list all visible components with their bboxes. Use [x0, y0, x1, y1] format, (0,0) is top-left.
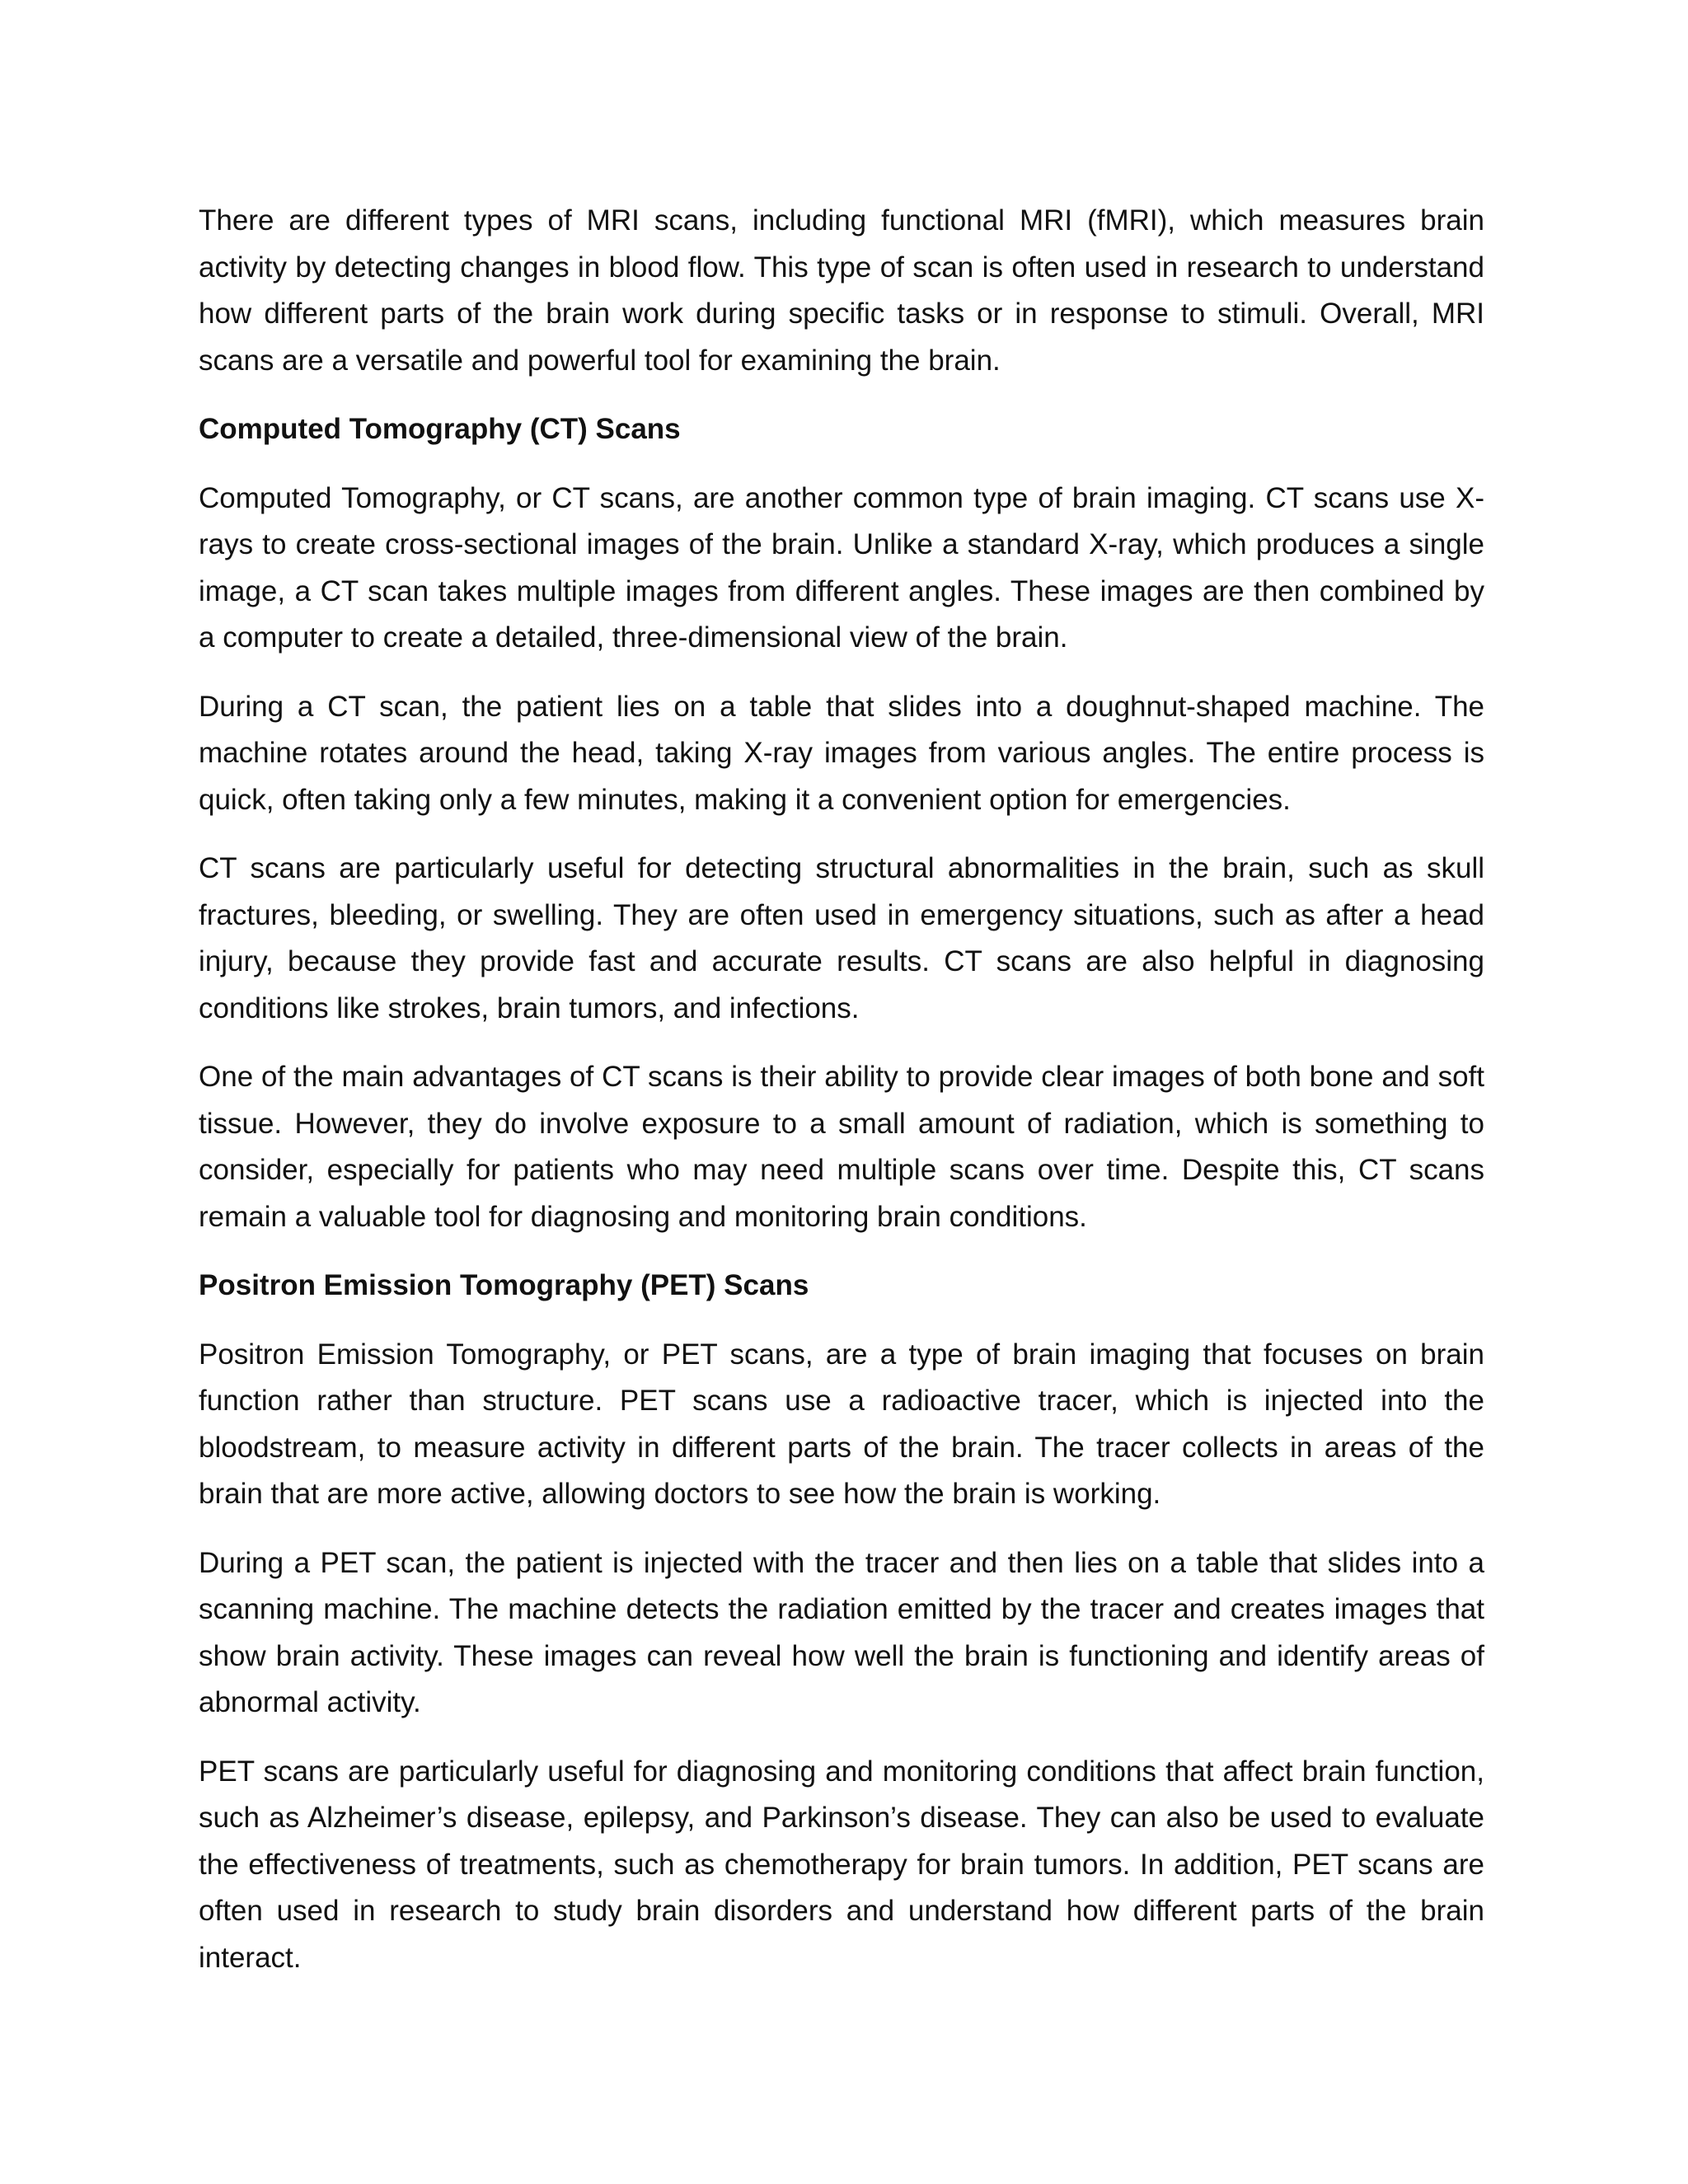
- paragraph-pet-intro: Positron Emission Tomography, or PET scans, are a type of brain imaging that focuses on brain function rather than structure. PET scans use a radioactive tracer, which is injected into the bloodstream, to measure activity in different parts of the brain. The tracer collects in areas of the brain that are more active, allowing doctors to see how the brain is working.: [199, 1338, 1484, 1510]
- section-heading-ct: Computed Tomography (CT) Scans: [199, 413, 681, 445]
- paragraph-ct-advantages: One of the main advantages of CT scans is their ability to provide clear images of both bone and soft tissue. However, they do involve exposure to a small amount of radiation, which is something to consider, especially for patients who may need multiple scans over time. Despite this, CT scans remain a valuable tool for diagnosing and monitoring brain conditions.: [199, 1061, 1484, 1233]
- document-body: [199, 198, 1484, 2004]
- paragraph-ct-intro: Computed Tomography, or CT scans, are another common type of brain imaging. CT scans use X-rays to create cross-sectional images of the brain. Unlike a standard X-ray, which produces a single image, a CT scan takes multiple images from different angles. These images are then combined by a computer to create a detailed, three-dimensional view of the brain.: [199, 481, 1484, 654]
- paragraph-pet-procedure: During a PET scan, the patient is injected with the tracer and then lies on a table that slides into a scanning machine. The machine detects the radiation emitted by the tracer and creates images that show brain activity. These images can reveal how well the brain is functioning and identify areas of abnormal activity.: [199, 1546, 1484, 1718]
- paragraph-mri-types: There are different types of MRI scans, including functional MRI (fMRI), which measures brain activity by detecting changes in blood flow. This type of scan is often used in research to understand how different parts of the brain work during specific tasks or in response to stimuli. Overall, MRI scans are a versatile and powerful tool for examining the brain.: [199, 204, 1484, 377]
- paragraph-ct-procedure: During a CT scan, the patient lies on a table that slides into a doughnut-shaped machine. The machine rotates around the head, taking X-ray images from various angles. The entire process is quick, often taking only a few minutes, making it a convenient option for emergencies.: [199, 690, 1484, 816]
- paragraph-pet-uses: PET scans are particularly useful for diagnosing and monitoring conditions that affect brain function, such as Alzheimer’s disease, epilepsy, and Parkinson’s disease. They can also be used to evaluate the effectiveness of treatments, such as chemotherapy for brain tumors. In addition, PET scans are often used in research to study brain disorders and understand how different parts of the brain interact.: [199, 1755, 1484, 1974]
- paragraph-ct-uses: CT scans are particularly useful for detecting structural abnormalities in the brain, such as skull fractures, bleeding, or swelling. They are often used in emergency situations, such as after a head injury, because they provide fast and accurate results. CT scans are also helpful in diagnosing conditions like strokes, brain tumors, and infections.: [199, 852, 1484, 1024]
- section-heading-pet: Positron Emission Tomography (PET) Scans: [199, 1269, 809, 1301]
